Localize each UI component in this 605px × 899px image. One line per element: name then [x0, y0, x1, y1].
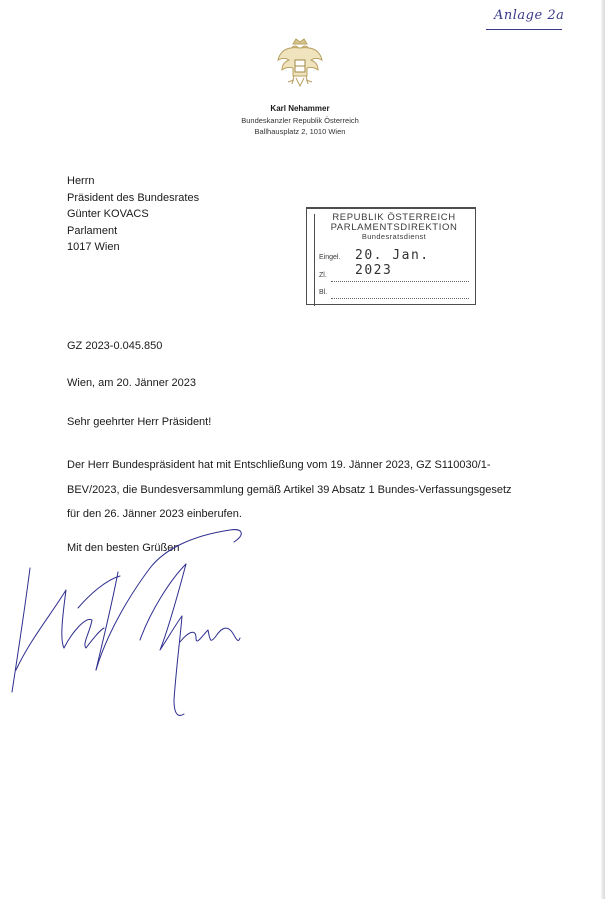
recipient-line: Günter KOVACS — [67, 208, 149, 220]
place-and-date: Wien, am 20. Jänner 2023 — [67, 377, 197, 389]
stamp-heading-service: Bundesratsdienst — [361, 232, 427, 241]
stamp-heading-republic: REPUBLIK ÖSTERREICH — [332, 212, 456, 223]
receipt-stamp — [306, 207, 476, 305]
stamp-received-label: Eingel. — [319, 254, 341, 261]
body-line: BEV/2023, die Bundesversammlung gemäß Artikel 39 Absatz 1 Bundes-Verfassungsgesetz — [67, 483, 512, 496]
closing-phrase: Mit den besten Grüßen — [67, 542, 180, 554]
recipient-line: 1017 Wien — [67, 241, 120, 253]
salutation: Sehr geehrter Herr Präsident! — [67, 416, 212, 428]
recipient-line: Parlament — [67, 224, 118, 237]
annotation-underline — [486, 29, 562, 30]
recipient-line: Präsident des Bundesrates — [67, 191, 200, 204]
recipient-address — [67, 173, 199, 256]
stamp-zl-label: Zl. — [319, 272, 327, 279]
letter-body — [67, 453, 547, 527]
stamp-bl-dotted-line — [331, 297, 469, 299]
body-line: für den 26. Jänner 2023 einberufen. — [67, 508, 242, 520]
sender-name: Karl Nehammer — [270, 104, 330, 113]
reference-number: GZ 2023-0.045.850 — [67, 340, 163, 352]
recipient-line: Herrn — [67, 175, 95, 187]
page-edge — [601, 0, 605, 899]
handwritten-signature — [0, 520, 260, 720]
handwritten-annotation: Anlage 2a — [494, 8, 565, 23]
stamp-heading-directorate: PARLAMENTSDIREKTION — [330, 222, 458, 233]
sender-title: Bundeskanzler Republik Österreich — [241, 116, 359, 125]
sender-address: Ballhausplatz 2, 1010 Wien — [254, 127, 346, 136]
stamp-received-date: 20. Jan. 2023 — [355, 248, 430, 278]
stamp-bl-label: Bl. — [319, 289, 328, 296]
stamp-zl-dotted-line — [331, 280, 469, 282]
body-line: Der Herr Bundespräsident hat mit Entschließung vom 19. Jänner 2023, GZ S110030/1- — [67, 459, 491, 471]
coat-of-arms-icon — [276, 36, 324, 88]
